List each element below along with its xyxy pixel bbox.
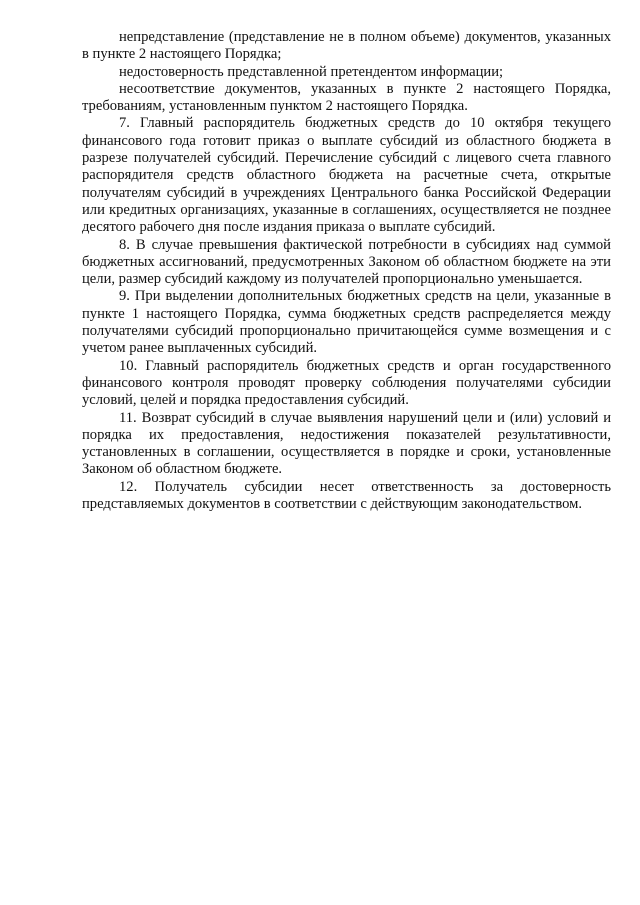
paragraph-item-9: 9. При выделении дополнительных бюджетных средств на цели, указанные в пункте 1 настоящего Порядка, сумма бюджетных средств распределяется между получателями субсидий пропорционально причитающейся сумме возмещения и с учетом ранее выплаченных субсидий. (82, 288, 611, 357)
paragraph-item-7: 7. Главный распорядитель бюджетных средств до 10 октября текущего финансового года готовит приказ о выплате субсидий из областного бюджета в разрезе получателей субсидий. Перечисление субсидий с лицевого счета главного распорядителя средств областного бюджета на расчетные счета, открытые получателям субсидий в учреждениях Центрального банка Российской Федерации или кредитных организациях, указанные в соглашениях, осуществляется не позднее десятого рабочего дня после издания приказа о выплате субсидий. (82, 115, 611, 236)
paragraph-item-8: 8. В случае превышения фактической потребности в субсидиях над суммой бюджетных ассигнований, предусмотренных Законом об областном бюджете на эти цели, размер субсидий каждому из получателей пропорционально уменьшается. (82, 236, 611, 288)
document-page (82, 29, 611, 513)
paragraph-noncompliance: несоответствие документов, указанных в пункте 2 настоящего Порядка, требованиям, установленным пунктом 2 настоящего Порядка. (82, 80, 611, 115)
paragraph-nonsubmission: непредставление (представление не в полном объеме) документов, указанных в пункте 2 настоящего Порядка; (82, 29, 611, 63)
paragraph-unreliable-info: недостоверность представленной претендентом информации; (119, 63, 504, 80)
paragraph-item-12: 12. Получатель субсидии несет ответственность за достоверность представляемых документов в соответствии с действующим законодательством. (82, 478, 611, 513)
paragraph-item-11: 11. Возврат субсидий в случае выявления нарушений цели и (или) условий и порядка их предоставления, недостижения показателей результативности, установленных в соглашении, осуществляется в порядке и сроки, установленные Законом об областном бюджете. (82, 409, 611, 478)
paragraph-item-10: 10. Главный распорядитель бюджетных средств и орган государственного финансового контроля проводят проверку соблюдения получателями субсидии условий, целей и порядка предоставления субсидий. (82, 357, 611, 409)
